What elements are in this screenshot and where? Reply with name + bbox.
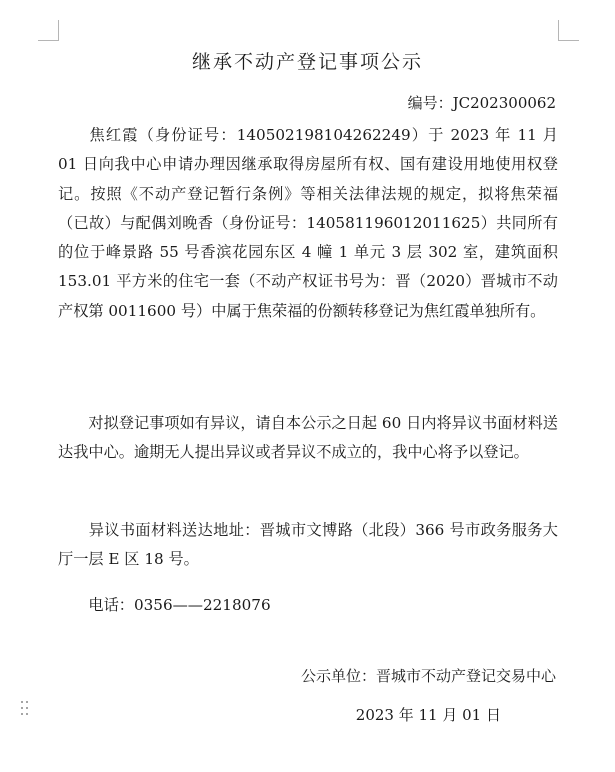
paragraph-main-notice: 焦红霞（身份证号：140502198104262249）于 2023 年 11 月 01 日向我中心申请办理因继承取得房屋所有权、国有建设用地使用权登记。按照《不动产登记暂行条例》等相关法律法规的规定，拟将焦荣福（已故）与配偶刘晚香（身份证号：140581196012011625）共同所有的位于峰景路 55 号香滨花园东区 4 幢 1 单元 3 层 302 室，建筑面积 153.01 平方米的住宅一套（不动产权证书号为：晋（2020）晋城市不动产权第 0011600 号）中属于焦荣福的份额转移登记为焦红霞单独所有。: [58, 126, 558, 320]
paragraph-objection-address: 异议书面材料送达地址：晋城市文博路（北段）366 号市政务服务大厅一层 E 区 18 号。: [58, 521, 558, 569]
drag-handle-icon[interactable]: [20, 700, 30, 716]
document-title: 继承不动产登记事项公示: [191, 51, 423, 73]
issue-date: 2023 年 11 月 01 日: [355, 706, 501, 724]
document-number: 编号：JC202300062: [407, 94, 556, 112]
issuing-unit: 公示单位：晋城市不动产登记交易中心: [300, 667, 556, 685]
paragraph-objection-notice: 对拟登记事项如有异议，请自本公示之日起 60 日内将异议书面材料送达我中心。逾期无人提出异议或者异议不成立的，我中心将予以登记。: [58, 414, 558, 462]
page-margin-mark-top-right: [558, 20, 579, 41]
page-margin-mark-top-left: [38, 20, 59, 41]
paragraph-phone: 电话：0356——2218076: [88, 596, 271, 614]
